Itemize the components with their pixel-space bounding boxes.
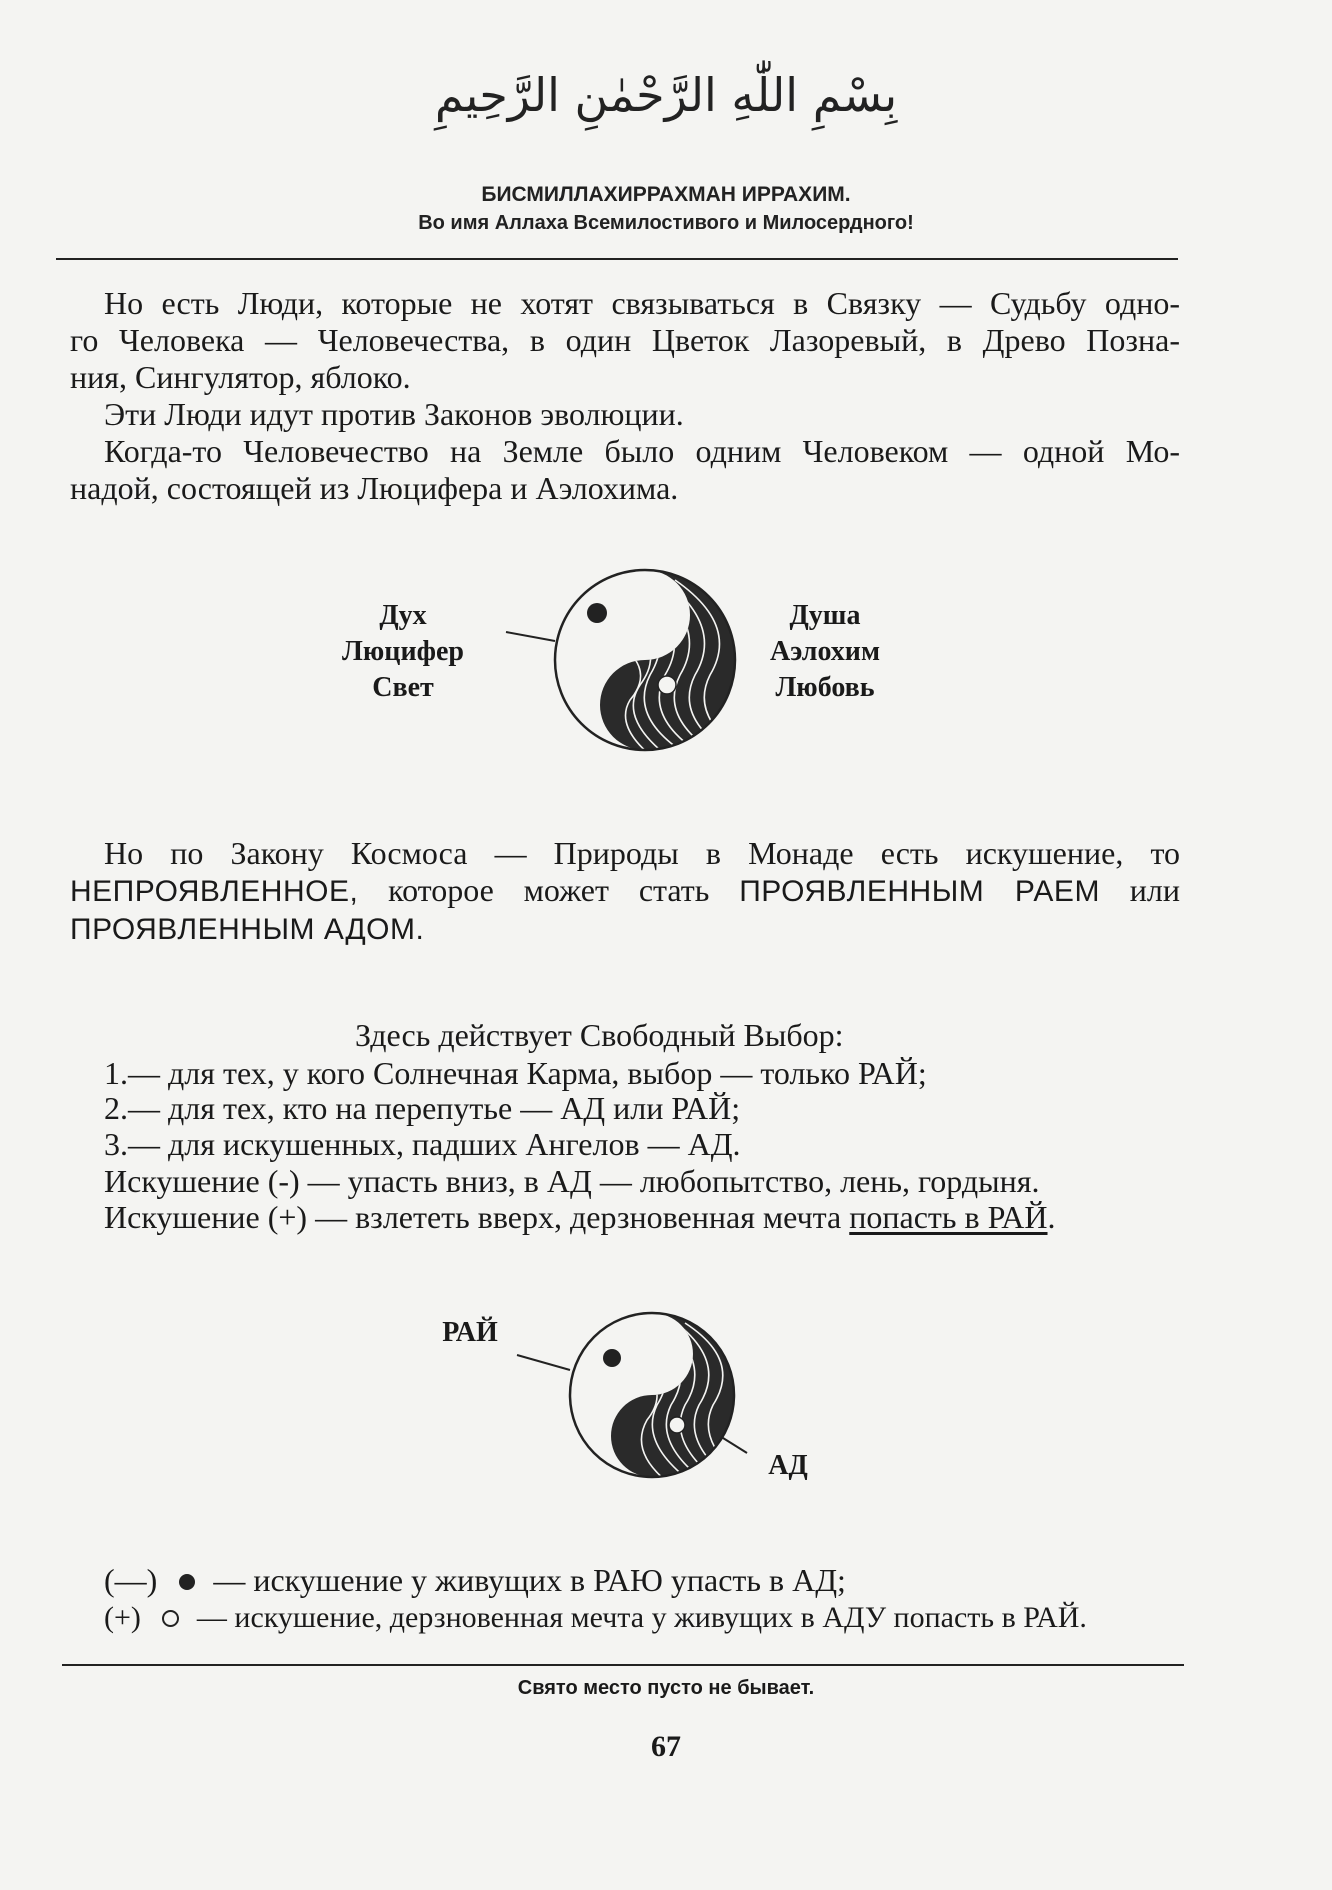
pointer-line-left <box>506 632 555 641</box>
plus-text: — искушение, дерзновенная мечта у живущих в АДУ попасть в РАЙ. <box>196 1601 1087 1634</box>
law-line-1: Но по Закону Космоса — Природы в Монаде есть искушение, то <box>104 835 1180 871</box>
label-svet: Свет <box>372 672 434 703</box>
dark-dot <box>658 676 676 694</box>
plus-sign: (+) <box>104 1601 141 1634</box>
term-manifested-paradise: ПРОЯВЛЕННЫМ РАЕМ <box>739 875 1100 908</box>
temptation-plus-underlined: попасть в РАЙ <box>849 1199 1048 1235</box>
choice-item-1: 1.— для тех, у кого Солнечная Карма, выбор — только РАЙ; <box>104 1055 927 1091</box>
hollow-dot-icon <box>162 1610 179 1627</box>
light-dot <box>587 603 607 623</box>
label-aelokhim: Аэлохим <box>769 636 881 667</box>
intro-line-1: Но есть Люди, которые не хотят связываться в Связку — Судьбу одно- <box>104 285 1180 321</box>
diagram1-right-labels <box>740 598 910 706</box>
label-ad: АД <box>768 1450 808 1481</box>
term-unmanifested: НЕПРОЯВЛЕННОЕ, <box>70 875 359 908</box>
choice-item-2: 2.— для тех, кто на перепутье — АД или РАЙ; <box>104 1090 741 1126</box>
label-dusha: Душа <box>789 600 861 631</box>
intro-line-5: Когда-то Человечество на Земле было одним Человеком — одной Мо- <box>104 433 1180 469</box>
pointer-line-rai <box>517 1355 570 1370</box>
yin-yang-diagram-1 <box>500 565 740 755</box>
label-rai: РАЙ <box>442 1317 498 1348</box>
legend-plus <box>104 1600 1087 1636</box>
header-subtitle: Во имя Аллаха Всемилостивого и Милосердного! <box>418 212 914 234</box>
legend-minus <box>104 1562 846 1598</box>
minus-sign: (—) <box>104 1562 158 1598</box>
temptation-minus: Искушение (-) — упасть вниз, в АД — любопытство, лень, гордыня. <box>104 1163 1040 1199</box>
law-text <box>70 835 1180 948</box>
intro-line-6: надой, состоящей из Люцифера и Аэлохима. <box>70 470 679 506</box>
law-line-2-mid: которое может стать <box>358 872 740 908</box>
label-dukh: Дух <box>379 600 427 631</box>
header-title: БИСМИЛЛАХИРРАХМАН ИРРАХИМ. <box>481 183 851 206</box>
choice-heading: Здесь действует Свободный Выбор: <box>355 1017 844 1053</box>
footer-quote: Свято место пусто не бывает. <box>517 1677 815 1699</box>
law-line-3 <box>70 910 1180 948</box>
dark-half <box>611 1313 734 1477</box>
temptation-plus-period: . <box>1047 1199 1056 1235</box>
intro-line-3: ния, Сингулятор, яблоко. <box>70 359 411 395</box>
intro-line-2: го Человека — Человечества, в один Цветок Лазоревый, в Древо Позна- <box>70 322 1180 358</box>
law-line-2 <box>70 872 1180 910</box>
page-number: 67 <box>651 1730 681 1763</box>
temptation-plus-text: Искушение (+) — взлететь вверх, дерзновенная мечта <box>104 1199 850 1235</box>
bismillah-calligraphy: بِسْمِ اللّٰهِ الرَّحْمٰنِ الرَّحِيمِ <box>434 68 898 122</box>
diagram1-left-labels <box>318 598 488 706</box>
minus-text: — искушение у живущих в РАЮ упасть в АД; <box>213 1562 846 1598</box>
intro-line-4: Эти Люди идут против Законов эволюции. <box>104 396 684 432</box>
dark-dot <box>669 1417 685 1433</box>
footer-divider <box>62 1664 1184 1666</box>
light-dot <box>603 1349 621 1367</box>
intro-text <box>70 285 1180 507</box>
term-manifested-hell: ПРОЯВЛЕННЫМ АДОМ. <box>70 913 425 946</box>
law-line-2-end: или <box>1099 872 1181 908</box>
header-divider <box>56 258 1178 260</box>
label-lyubov: Любовь <box>775 672 875 703</box>
filled-dot-icon <box>179 1574 195 1590</box>
choice-item-3: 3.— для искушенных, падших Ангелов — АД. <box>104 1126 741 1162</box>
label-lucifer: Люцифер <box>342 636 464 667</box>
temptation-plus <box>104 1199 1056 1235</box>
yin-yang-diagram-2 <box>515 1305 755 1495</box>
